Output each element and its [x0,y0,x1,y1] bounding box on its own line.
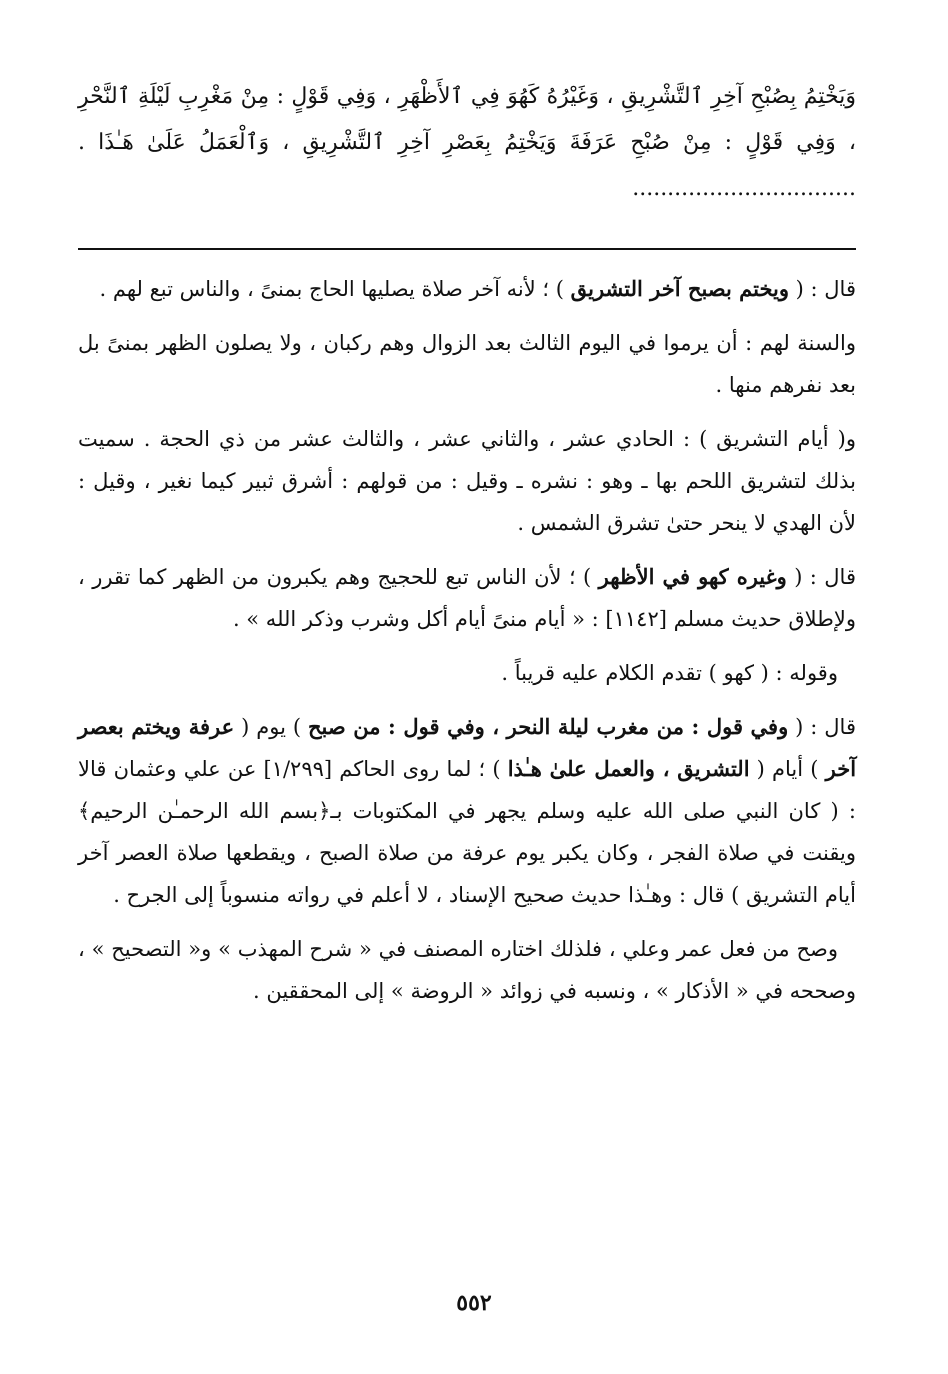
matn-text-block [78,74,856,212]
matn-text: وَيَخْتِمُ بِصُبْحِ آخِرِ ٱلتَّشْرِيقِ ، وَغَيْرُهُ كَهُوَ فِي ٱلأَظْهَرِ ، وَفِي قَوْلٍ : مِنْ مَغْرِبِ لَيْلَةِ ٱلنَّحْرِ ، وَفِي قَوْلٍ : مِنْ صُبْحِ عَرَفَةَ وَيَخْتِمُ بِعَصْرِ آخِرِ ٱلتَّشْرِيقِ ، وَٱلْعَمَلُ عَلَىٰ هَـٰذَا . [78,84,856,155]
matn-dots: ................................ [632,176,856,201]
commentary-block [78,268,856,1024]
commentary-paragraph-4: قال : ( وغيره كهو في الأظهر ) ؛ لأن الناس تبع للحجيج وهم يكبرون من الظهر كما تقرر ، ولإطلاق حديث مسلم [١١٤٢] : « أيام منىً أيام أكل وشرب وذكر الله » . [78,564,856,631]
quoted-matn: التشريق ، والعمل علىٰ هـٰذا [507,756,750,781]
quoted-matn: عرفة ويختم بعصر آخر [78,714,857,781]
commentary-paragraph-1: قال : ( ويختم بصبح آخر التشريق ) ؛ لأنه آخر صلاة يصليها الحاج بمنىً ، والناس تبع لهم . [99,276,856,301]
page-number: ٥٥٢ [456,1290,492,1316]
commentary-paragraph-6: قال : ( وفي قول : من مغرب ليلة النحر ، وفي قول : من صبح ) يوم ( عرفة ويختم بعصر آخر ) أيام ( التشريق ، والعمل علىٰ هـٰذا ) ؛ لما روى الحاكم [١/٢٩٩] عن علي وعثمان قالا : ( كان النبي صلى الله عليه وسلم يجهر في المكتوبات بـ﴿بسم الله الرحمـٰن الرحيم﴾ ويقنت في صلاة الفجر ، وكان يكبر يوم عرفة من صلاة الصبح ، ويقطعها صلاة العصر آخر أيام التشريق ) قال : وهـٰذا حديث صحيح الإسناد ، لا أعلم في رواته منسوباً إلى الجرح . [78,714,857,907]
commentary-paragraph-5: وقوله : ( كهو ) تقدم الكلام عليه قريباً . [501,661,838,685]
quoted-matn: وفي قول : من مغرب ليلة النحر ، وفي قول : من صبح [307,714,789,739]
commentary-paragraph-7: وصح من فعل عمر وعلي ، فلذلك اختاره المصنف في « شرح المهذب » و« التصحيح » ، وصححه في « الأذكار » ، ونسبه في زوائد « الروضة » إلى المحققين . [78,937,856,1003]
quoted-matn: وغيره كهو في الأظهر [598,564,787,589]
commentary-paragraph-2: والسنة لهم : أن يرموا في اليوم الثالث بعد الزوال وهم ركبان ، ولا يصلون الظهر بمنىً بل بعد نفرهم منها . [78,331,856,397]
commentary-paragraph-3: و( أيام التشريق ) : الحادي عشر ، والثاني عشر ، والثالث عشر من ذي الحجة . سميت بذلك لتشريق اللحم بها ـ وهو : نشره ـ وقيل : من قولهم : أشرق ثبير كيما نغير ، وقيل : لأن الهدي لا ينحر حتىٰ تشرق الشمس . [78,427,856,535]
separator-line [78,248,856,250]
quoted-matn: ويختم بصبح آخر التشريق [570,276,789,301]
